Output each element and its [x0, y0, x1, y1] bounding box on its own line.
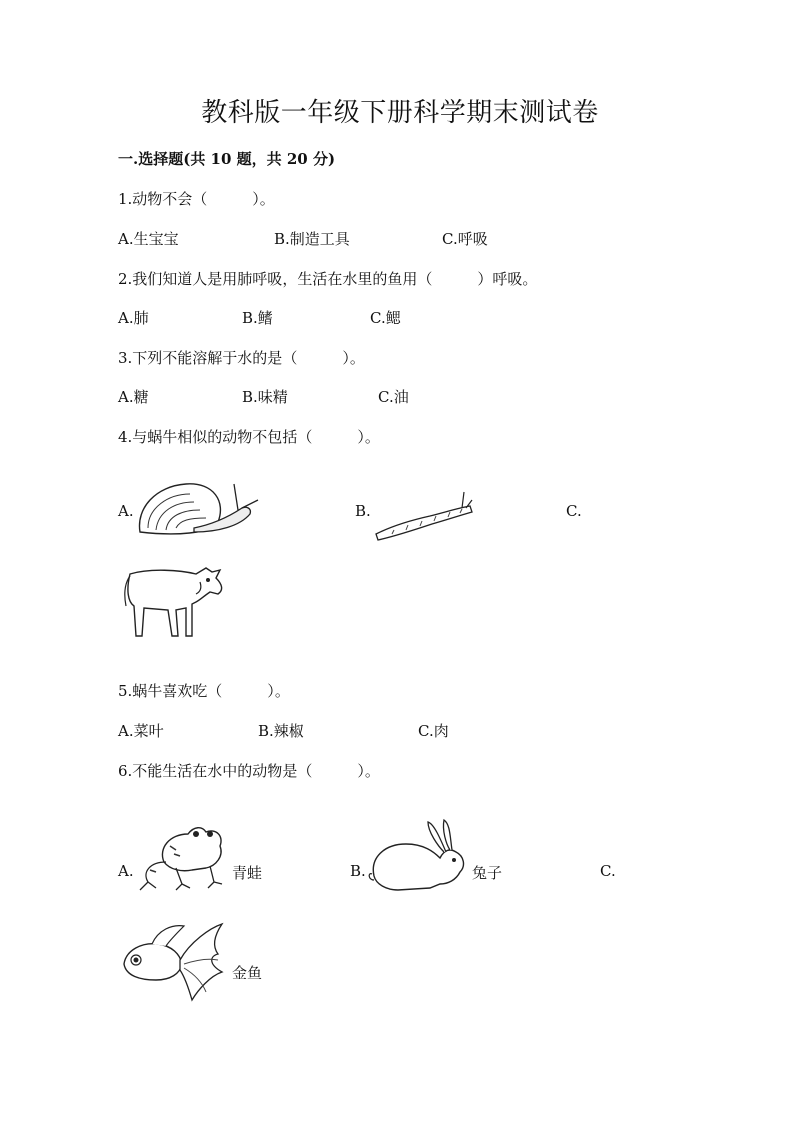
frog-caption: 青蛙 — [232, 864, 263, 882]
q5-option-a[interactable]: A.菜叶 — [118, 722, 164, 740]
snail-image — [134, 478, 262, 538]
q3-option-b[interactable]: B.味精 — [242, 388, 288, 406]
q2-option-a[interactable]: A.肺 — [118, 309, 149, 327]
q2-option-c[interactable]: C.鳃 — [370, 309, 401, 327]
question-1: 1.动物不会（ ）。 — [118, 190, 275, 208]
q6-option-c[interactable]: C. — [600, 862, 616, 880]
goldfish-caption: 金鱼 — [232, 964, 263, 982]
earthworm-image — [372, 490, 476, 542]
q1-option-c[interactable]: C.呼吸 — [442, 230, 488, 248]
q6-option-b[interactable]: B. — [350, 862, 366, 880]
q5-option-c[interactable]: C.肉 — [418, 722, 449, 740]
q4-option-c[interactable]: C. — [566, 502, 582, 520]
question-2: 2.我们知道人是用肺呼吸，生活在水里的鱼用（ ）呼吸。 — [118, 270, 538, 288]
question-4: 4.与蜗牛相似的动物不包括（ ）。 — [118, 428, 380, 446]
page-title: 教科版一年级下册科学期末测试卷 — [201, 98, 599, 128]
cow-image — [120, 560, 230, 642]
q2-option-b[interactable]: B.鳍 — [242, 309, 273, 327]
q6-option-a[interactable]: A. — [118, 862, 134, 880]
q3-option-c[interactable]: C.油 — [378, 388, 409, 406]
question-6: 6.不能生活在水中的动物是（ ）。 — [118, 762, 380, 780]
frog-image — [136, 822, 228, 894]
section-heading: 一.选择题(共 10 题，共 20 分) — [118, 150, 336, 168]
q3-option-a[interactable]: A.糖 — [118, 388, 149, 406]
question-3: 3.下列不能溶解于水的是（ ）。 — [118, 349, 365, 367]
q5-option-b[interactable]: B.辣椒 — [258, 722, 304, 740]
q1-option-a[interactable]: A.生宝宝 — [118, 230, 179, 248]
goldfish-image — [118, 920, 228, 1002]
question-5: 5.蜗牛喜欢吃（ ）。 — [118, 682, 290, 700]
q4-option-a[interactable]: A. — [118, 502, 134, 520]
rabbit-caption: 兔子 — [472, 864, 503, 882]
q1-option-b[interactable]: B.制造工具 — [274, 230, 350, 248]
rabbit-image — [368, 818, 468, 894]
q4-option-b[interactable]: B. — [355, 502, 371, 520]
